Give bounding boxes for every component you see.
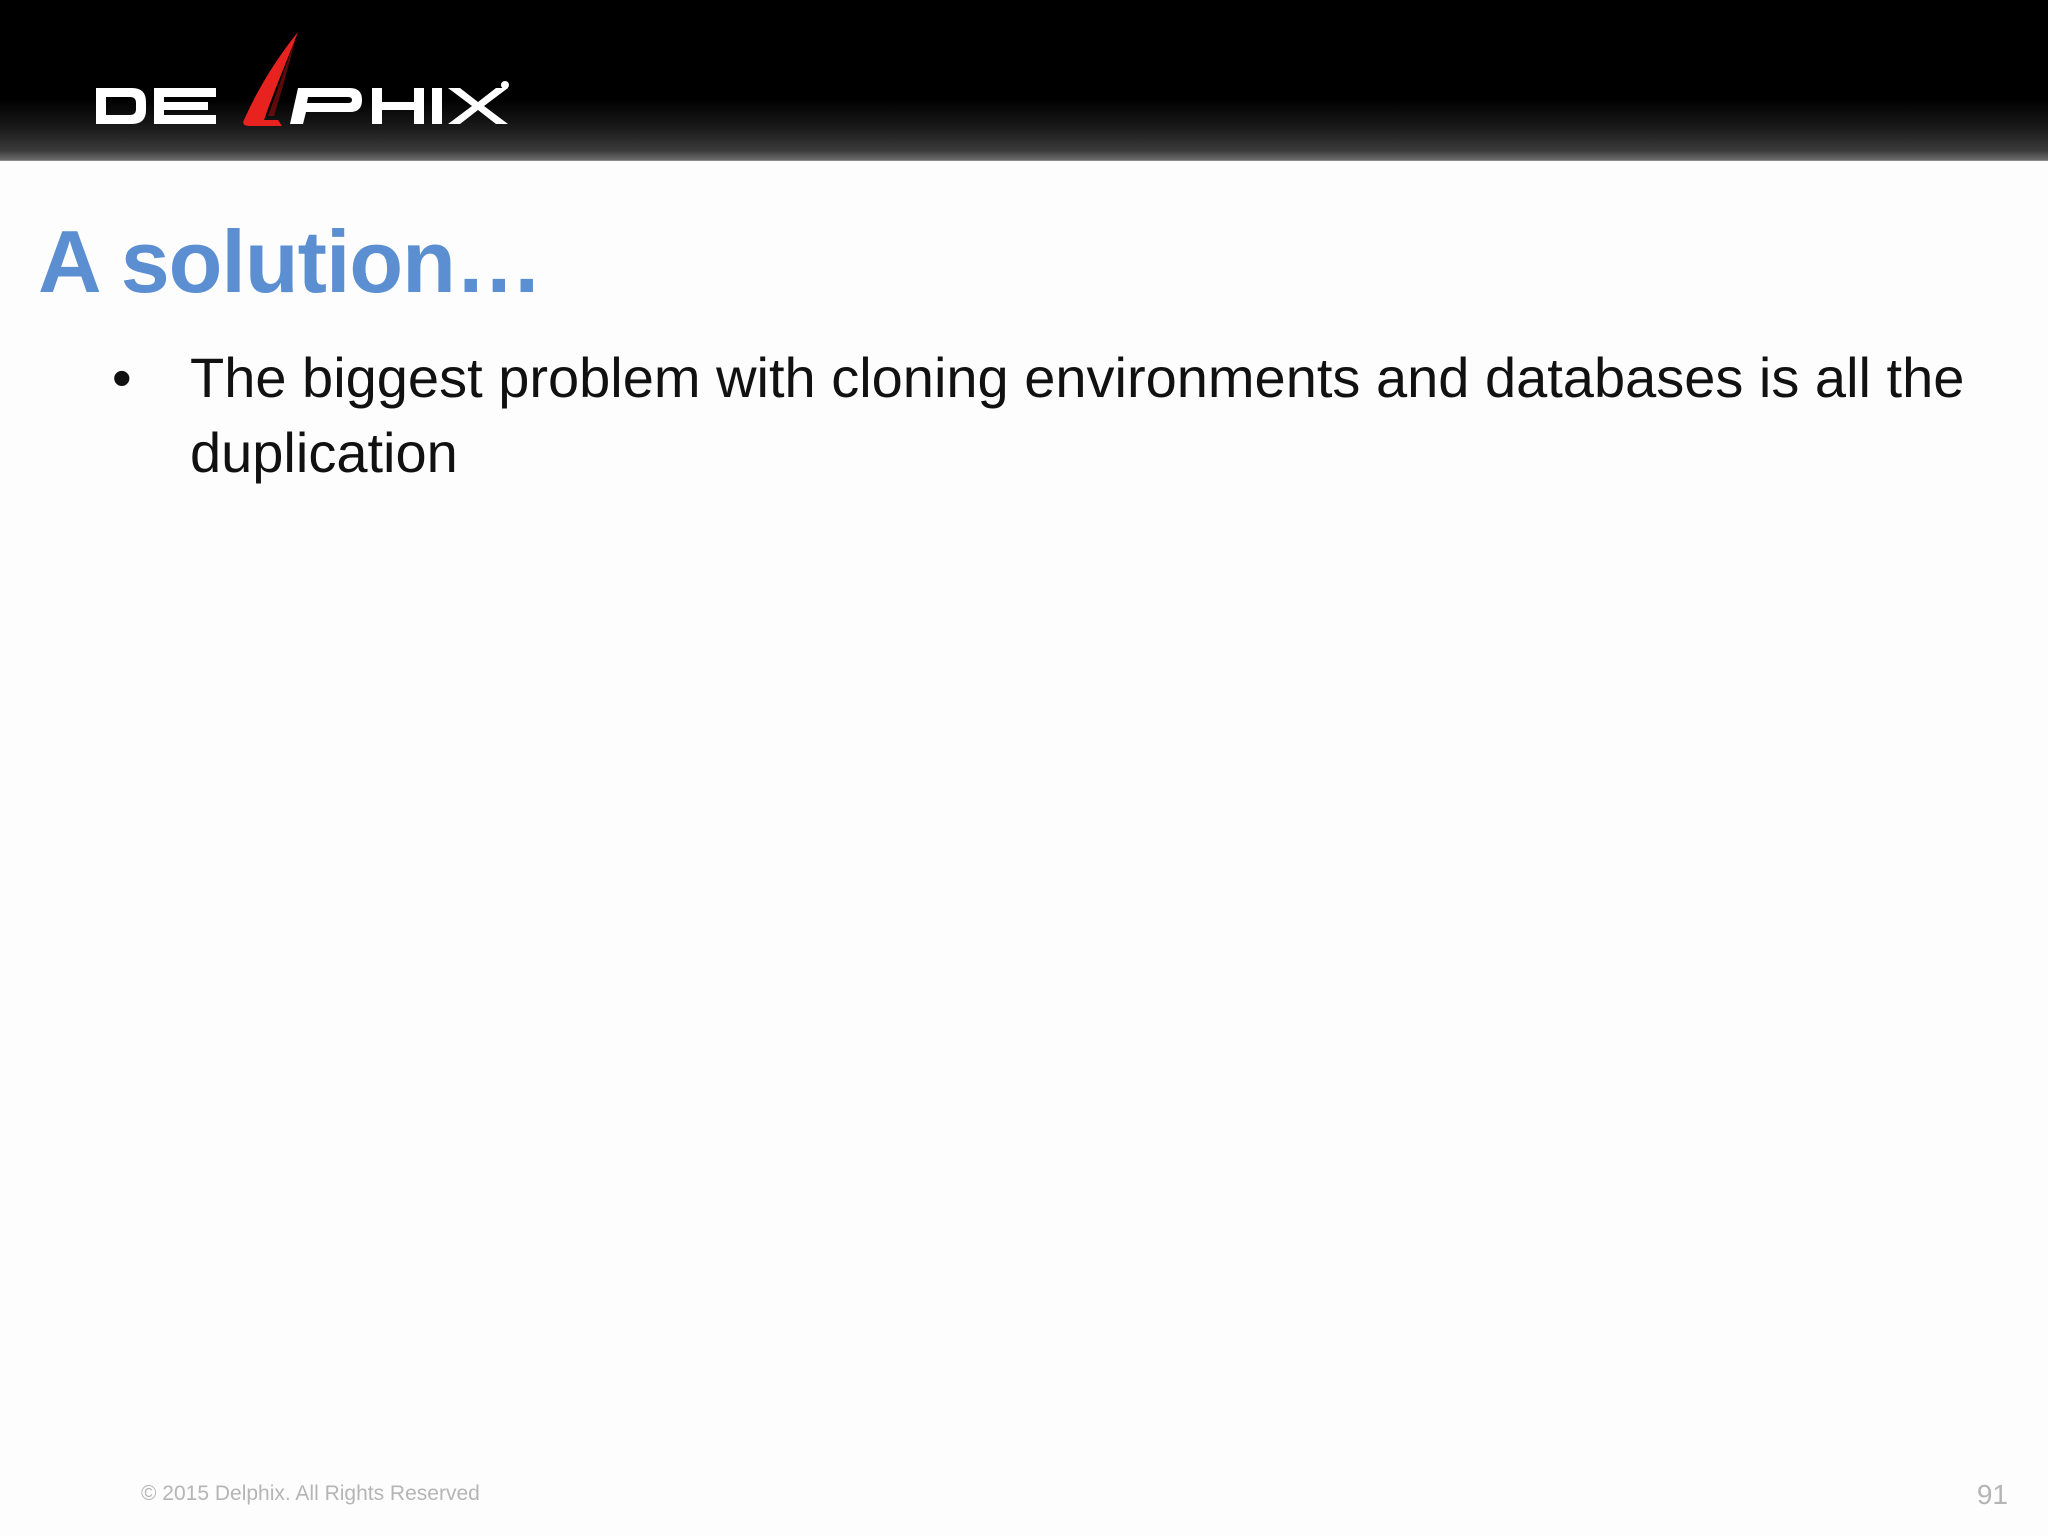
footer-copyright: © 2015 Delphix. All Rights Reserved xyxy=(141,1482,480,1505)
header-bar xyxy=(0,0,2048,161)
bullet-list xyxy=(0,340,2048,490)
bullet-icon: • xyxy=(112,346,132,409)
bullet-item xyxy=(0,340,1970,490)
bullet-text: The biggest problem with cloning environments and databases is all the duplication xyxy=(190,346,1965,484)
page-number: 91 xyxy=(1976,1479,2008,1510)
slide-title: A solution… xyxy=(38,212,542,311)
delphix-logo xyxy=(92,30,512,134)
